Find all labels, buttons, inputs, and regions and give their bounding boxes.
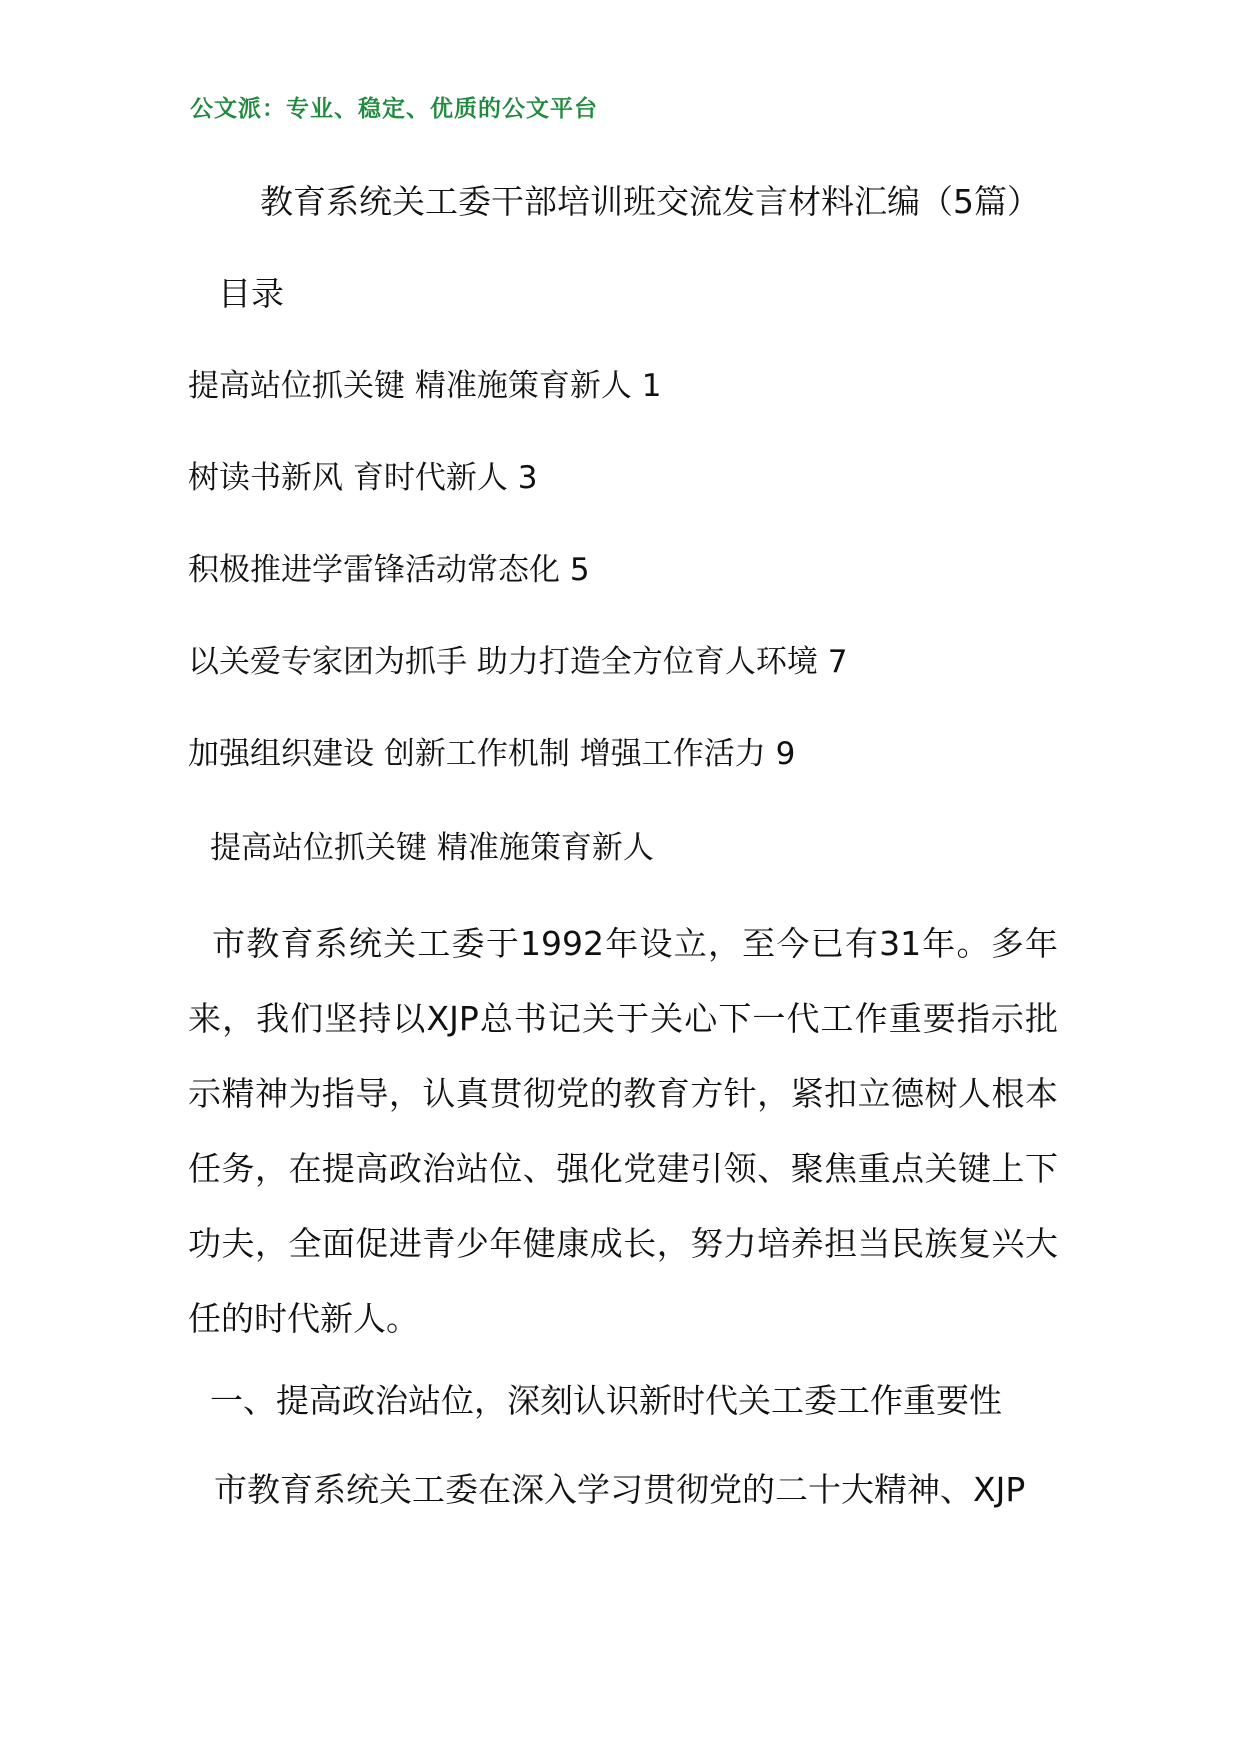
toc-item-page: 5 xyxy=(569,552,590,588)
toc-item-text: 提高站位抓关键 精准施策育新人 xyxy=(188,368,632,404)
toc-item xyxy=(188,452,537,497)
toc-item xyxy=(188,544,590,589)
header-brand: 公文派：专业、稳定、优质的公文平台 xyxy=(190,95,598,122)
body-paragraph: 市教育系统关工委于1992年设立，至今已有31年。多年来，我们坚持以XJP总书记关于关心下一代工作重要指示批示精神为指导，认真贯彻党的教育方针，紧扣立德树人根本任务，在提高政治站位、强化党建引领、聚焦重点关键上下功夫，全面促进青少年健康成长，努力培养担当民族复兴大任的时代新人。 xyxy=(188,924,1058,1338)
toc-item xyxy=(188,360,661,405)
toc-item xyxy=(188,636,847,681)
section-title: 提高站位抓关键 精准施策育新人 xyxy=(210,830,654,866)
toc-item-text: 加强组织建设 创新工作机制 增强工作活力 xyxy=(188,736,766,772)
body-paragraph: 市教育系统关工委在深入学习贯彻党的二十大精神、XJP xyxy=(214,1470,1026,1509)
document-title: 教育系统关工委干部培训班交流发言材料汇编（5篇） xyxy=(260,182,1040,221)
toc-item-page: 9 xyxy=(775,736,796,772)
toc-item-page: 1 xyxy=(641,368,662,404)
toc-item-text: 以关爱专家团为抓手 助力打造全方位育人环境 xyxy=(188,644,818,680)
toc-item-text: 树读书新风 育时代新人 xyxy=(188,460,508,496)
toc-heading: 目录 xyxy=(218,274,284,313)
toc-item-page: 7 xyxy=(827,644,848,680)
toc-item-page: 3 xyxy=(517,460,538,496)
sub-heading: 一、提高政治站位，深刻认识新时代关工委工作重要性 xyxy=(210,1381,1002,1420)
toc-item xyxy=(188,728,795,773)
toc-item-text: 积极推进学雷锋活动常态化 xyxy=(188,552,560,588)
